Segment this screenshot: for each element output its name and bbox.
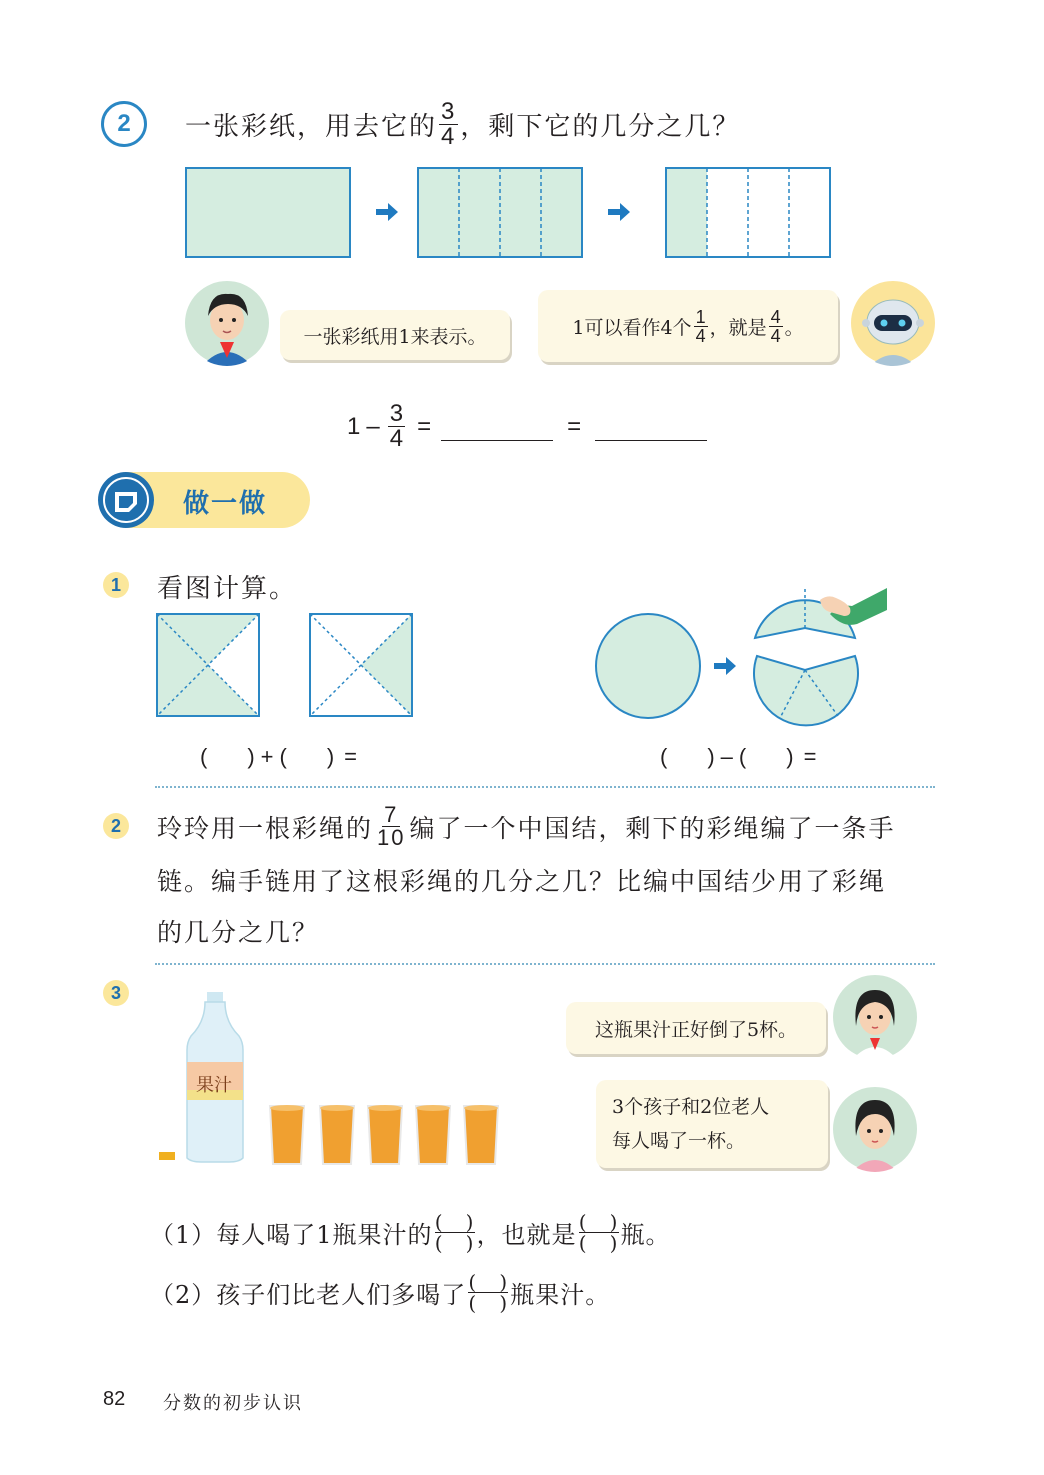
paren-close: ) [786,744,794,769]
arrow-icon [714,657,736,675]
exercise-2-line-1 [157,804,896,849]
text: 玲玲用一根彩绳的 [157,813,374,843]
robot-speech-after: 。 [784,316,804,339]
example-question [185,100,740,149]
exercise-number-1: 1 [103,572,129,598]
bottle-label: 果汁 [196,1075,232,1096]
cup-icon [270,1105,304,1164]
juice-cups [266,1100,508,1168]
whole-paper-rect [186,168,350,257]
fraction-numerator: 3 [389,400,404,427]
boy-avatar-icon [184,280,270,366]
paren: ) [465,1231,475,1255]
woman-speech-bubble [596,1080,828,1168]
paren-open: ( [738,744,747,769]
text: 每人喝了1瓶果汁的 [216,1221,433,1249]
question-fraction [439,100,458,149]
paren: ) [609,1231,619,1255]
woman-speech-line-2: 每人喝了一杯。 [612,1130,746,1152]
paper-folding-diagram [180,162,840,264]
girl-speech-bubble [566,1002,826,1054]
text: 编了一个中国结，剩下的彩绳编了一条手 [409,813,896,843]
subtraction-equation [347,402,707,451]
text: 瓶。 [620,1221,671,1249]
robot-speech-before: 1可以看作4个 [572,316,692,339]
eq-minus: – [366,412,380,440]
exercise-3-question-1 [150,1212,671,1253]
eq-fraction [388,402,405,451]
example-number: 2 [117,110,131,137]
cup-icon [416,1105,450,1164]
paren-open: ( [660,744,668,769]
girl-speech-text: 这瓶果汁正好倒了5杯。 [594,1018,798,1041]
question-label: （2） [150,1281,217,1309]
squares-diagram [150,608,420,722]
eq-equals: = [567,412,582,440]
robot-avatar-icon [850,280,936,366]
paren: ) [609,1210,619,1234]
paren: ( [434,1210,444,1234]
robot-speech-mid: ，就是 [709,316,767,339]
fraction-denominator: 4 [389,425,404,452]
paren: ( [434,1231,444,1255]
question-text-after: ，剩下它的几分之几？ [460,112,741,142]
equals-sign: = [803,744,817,769]
fraction-numerator: 4 [770,306,781,327]
text: 瓶果汁。 [510,1281,611,1309]
paren-close: ) [326,744,335,769]
cup-icon [368,1105,402,1164]
paren: ( [578,1231,588,1255]
fraction-denominator: 10 [377,825,406,850]
divider [155,786,935,788]
blank[interactable] [667,744,707,770]
girl-avatar-icon [832,974,918,1060]
exercise-3-question-2 [150,1272,610,1313]
blank[interactable] [207,744,247,770]
example-number-badge [101,101,147,147]
answer-fraction-blank[interactable] [468,1272,508,1313]
exercise-1-prompt: 看图计算。 [157,574,298,604]
paren: ( [468,1291,478,1315]
question-label: （1） [150,1221,217,1249]
answer-blank-2[interactable] [595,412,707,441]
robot-fraction-1 [694,308,708,345]
exercise-2-line-3: 的几分之几？ [157,918,320,947]
boy-speech-text: 一张彩纸用1来表示。 [303,325,487,348]
blank[interactable] [287,744,327,770]
arrow-icon [608,203,630,221]
exercise-1-right-expression [660,744,816,770]
paren: ) [499,1270,509,1294]
section-title: 做一做 [183,489,268,519]
fraction-denominator: 4 [770,325,781,346]
fraction-numerator: 1 [695,306,706,327]
fraction-numerator: 7 [384,802,399,827]
practice-icon [96,470,156,530]
exercise-2-fraction [375,804,407,849]
boy-speech-bubble [280,310,510,360]
plus-sign: + [260,744,274,769]
text: ，也就是 [476,1221,577,1249]
fraction-denominator: 4 [695,325,706,346]
question-text-before: 一张彩纸，用去它的 [185,112,438,142]
paren-open: ( [200,744,208,769]
chapter-title: 分数的初步认识 [163,1393,303,1414]
paren: ) [465,1210,475,1234]
page-number: 82 [103,1388,126,1410]
answer-fraction-blank[interactable] [579,1212,619,1253]
arrow-icon [376,203,398,221]
paren-open: ( [279,744,287,769]
paren: ) [499,1291,509,1315]
paren: ( [578,1210,588,1234]
eq-equals: = [417,412,432,440]
paren-close: ) [247,744,255,769]
circle-pie-diagram [590,578,890,728]
answer-blank-1[interactable] [441,412,553,441]
woman-avatar-icon [832,1086,918,1172]
blank[interactable] [746,744,786,770]
robot-speech-bubble [538,290,838,362]
fraction-numerator: 3 [441,98,457,125]
equals-sign: = [344,744,358,769]
fraction-denominator: 4 [441,123,457,150]
paren: ( [468,1270,478,1294]
answer-fraction-blank[interactable] [435,1212,475,1253]
cup-icon [320,1105,354,1164]
exercise-number-3: 3 [103,980,129,1006]
woman-speech-line-1: 3个孩子和2位老人 [612,1095,770,1118]
robot-fraction-2 [769,308,783,345]
cup-icon [464,1105,498,1164]
text: 孩子们比老人们多喝了 [216,1281,467,1309]
divider [155,963,935,965]
paren-close: ) [707,744,715,769]
exercise-2-line-2: 链。编手链用了这根彩绳的几分之几？比编中国结少用了彩绳 [157,867,887,896]
minus-sign: – [720,744,733,769]
exercise-number-2: 2 [103,813,129,839]
exercise-1-left-expression [200,744,357,770]
eq-one: 1 [347,412,361,440]
